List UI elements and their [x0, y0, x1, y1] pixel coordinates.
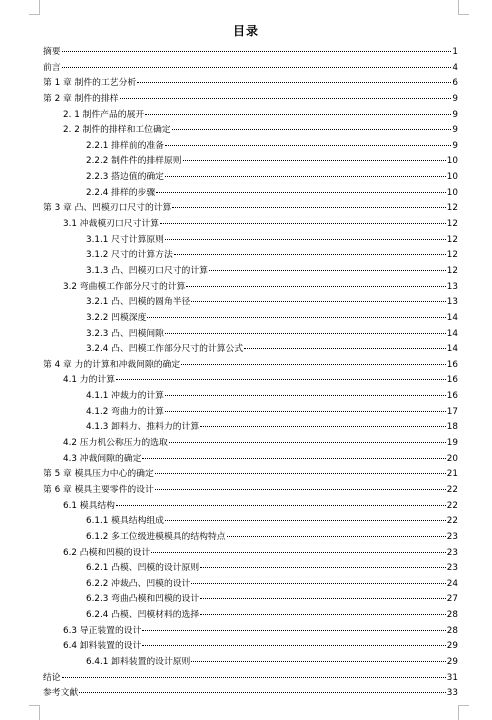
toc-entry-label: 2. 1 制件产品的展开	[63, 109, 145, 120]
toc-entry[interactable]	[43, 61, 458, 77]
toc-entry-label: 6.1.2 多工位级进模模具的结构特点	[86, 531, 226, 542]
toc-entry-page-number: 14	[446, 312, 458, 323]
toc-entry-label: 2.2.3 搭边值的确定	[86, 172, 164, 183]
toc-entry[interactable]	[43, 108, 458, 124]
toc-entry-label: 第 1 章 制件的工艺分析	[43, 78, 137, 89]
toc-entry-label: 2.2.1 排样前的准备	[86, 140, 164, 151]
toc-entry-page-number: 9	[452, 140, 458, 151]
toc-dot-leader	[165, 394, 446, 396]
toc-dot-leader	[174, 253, 446, 255]
toc-dot-leader	[191, 660, 445, 662]
toc-entry-label: 3.1.1 尺寸计算原则	[86, 234, 164, 245]
toc-dot-leader	[160, 222, 446, 224]
toc-dot-leader	[186, 285, 445, 287]
toc-dot-leader	[120, 97, 452, 99]
toc-entry[interactable]	[43, 45, 458, 61]
toc-entry-page-number: 14	[446, 344, 458, 355]
toc-entry-label: 4.1.2 弯曲力的计算	[86, 406, 164, 417]
toc-entry-label: 第 5 章 模具压力中心的确定	[43, 469, 154, 480]
toc-dot-leader	[142, 644, 445, 646]
toc-entry-label: 6.4 卸料装置的设计	[63, 641, 142, 652]
toc-entry[interactable]	[43, 311, 458, 327]
toc-entry-page-number: 22	[446, 500, 458, 511]
toc-entry-page-number: 33	[446, 688, 458, 699]
toc-entry-page-number: 9	[452, 109, 458, 120]
toc-entry-label: 摘要	[43, 47, 61, 57]
toc-entry-page-number: 31	[446, 672, 458, 683]
toc-entry-page-number: 21	[446, 469, 458, 480]
toc-entry[interactable]	[43, 389, 458, 405]
toc-entry-page-number: 9	[452, 93, 458, 104]
toc-entry-page-number: 13	[446, 297, 458, 308]
toc-entry-page-number: 14	[446, 328, 458, 339]
toc-entry[interactable]	[43, 530, 458, 546]
toc-entry-page-number: 12	[446, 203, 458, 214]
toc-dot-leader	[227, 535, 446, 537]
toc-entry[interactable]	[43, 358, 458, 374]
toc-entry-label: 3.2.3 凸、凹模间隙	[86, 328, 164, 339]
toc-entry-label: 3.2 弯曲模工作部分尺寸的计算	[63, 281, 186, 292]
toc-entry-label: 4.1.1 冲裁力的计算	[86, 391, 164, 402]
toc-entry-page-number: 27	[446, 594, 458, 605]
toc-entry-page-number: 17	[446, 406, 458, 417]
page-corner-mark-bottom-left	[29, 705, 40, 720]
toc-entry[interactable]	[43, 233, 458, 249]
toc-entry[interactable]	[43, 123, 458, 139]
toc-entry[interactable]	[43, 327, 458, 343]
toc-dot-leader	[142, 629, 445, 631]
toc-entry-page-number: 24	[446, 578, 458, 589]
toc-dot-leader	[172, 128, 452, 130]
toc-entry[interactable]	[43, 639, 458, 655]
toc-entry[interactable]	[43, 373, 458, 389]
toc-entry-page-number: 18	[446, 422, 458, 433]
toc-entry-page-number: 29	[446, 656, 458, 667]
toc-entry[interactable]	[43, 405, 458, 421]
toc-entry-page-number: 22	[446, 484, 458, 495]
toc-dot-leader	[145, 113, 451, 115]
toc-dot-leader	[165, 519, 446, 521]
toc-entry-page-number: 13	[446, 281, 458, 292]
toc-entry[interactable]	[43, 154, 458, 170]
toc-entry-page-number: 22	[446, 516, 458, 527]
toc-entry-label: 3.1.3 凸、凹模刃口尺寸的计算	[86, 265, 208, 276]
toc-entry-label: 3.2.1 凸、凹模的圆角半径	[86, 297, 191, 308]
toc-entry-label: 4.1.3 卸料力、推料力的计算	[86, 422, 200, 433]
toc-dot-leader	[191, 582, 445, 584]
toc-entry-page-number: 28	[446, 625, 458, 636]
toc-entry-label: 6.2.1 凸模、凹模的设计原则	[86, 563, 200, 574]
toc-entry-label: 第 4 章 力的计算和冲裁间隙的确定	[43, 359, 181, 370]
page-corner-mark-top-right	[458, 0, 469, 15]
toc-entry-page-number: 4	[452, 62, 458, 73]
toc-dot-leader	[200, 613, 446, 615]
toc-entry-label: 4.1 力的计算	[63, 375, 115, 386]
toc-entry-page-number: 16	[446, 359, 458, 370]
toc-entry-page-number: 10	[446, 172, 458, 183]
toc-entry-label: 4.2 压力机公称压力的选取	[63, 438, 168, 449]
toc-entry[interactable]	[43, 201, 458, 217]
toc-dot-leader	[209, 269, 446, 271]
toc-entry[interactable]	[43, 561, 458, 577]
toc-entry-page-number: 12	[446, 219, 458, 230]
toc-entry-label: 2.2.4 排样的步骤	[86, 187, 156, 198]
toc-entry-page-number: 1	[452, 47, 458, 57]
toc-dot-leader	[137, 81, 451, 83]
page-title: 目录	[232, 24, 259, 38]
toc-entry-page-number: 12	[446, 234, 458, 245]
page-corner-mark-top-left	[29, 0, 40, 15]
toc-dot-leader	[165, 238, 446, 240]
toc-entry[interactable]	[43, 592, 458, 608]
toc-entry-page-number: 23	[446, 547, 458, 558]
toc-entry-page-number: 12	[446, 265, 458, 276]
toc-dot-leader	[79, 691, 446, 693]
toc-entry-label: 6.1.1 模具结构组成	[86, 516, 164, 527]
toc-entry-label: 第 2 章 制件的排样	[43, 93, 119, 104]
toc-entry-page-number: 10	[446, 187, 458, 198]
page-corner-mark-bottom-right	[458, 705, 469, 720]
toc-dot-leader	[156, 191, 446, 193]
toc-entry[interactable]	[43, 280, 458, 296]
toc-entry[interactable]	[43, 624, 458, 640]
toc-entry-label: 2. 2 制件的排样和工位确定	[63, 125, 171, 136]
toc-entry-page-number: 19	[446, 438, 458, 449]
toc-dot-leader	[183, 159, 446, 161]
toc-entry-label: 结论	[43, 672, 61, 683]
toc-dot-leader	[244, 347, 446, 349]
toc-entry[interactable]	[43, 655, 458, 671]
toc-entry-label: 6.2.4 凸模、凹模材料的选择	[86, 610, 200, 621]
toc-dot-leader	[165, 410, 446, 412]
toc-dot-leader	[62, 676, 446, 678]
table-of-contents	[43, 45, 458, 702]
toc-entry-page-number: 10	[446, 156, 458, 167]
toc-entry[interactable]	[43, 499, 458, 515]
toc-entry[interactable]	[43, 420, 458, 436]
toc-entry[interactable]	[43, 248, 458, 264]
toc-dot-leader	[200, 597, 446, 599]
toc-dot-leader	[62, 50, 452, 52]
toc-entry[interactable]	[43, 467, 458, 483]
toc-dot-leader	[165, 144, 451, 146]
toc-entry[interactable]	[43, 217, 458, 233]
toc-entry-page-number: 16	[446, 391, 458, 402]
toc-dot-leader	[200, 425, 446, 427]
toc-entry[interactable]	[43, 452, 458, 468]
toc-entry[interactable]	[43, 186, 458, 202]
toc-entry-label: 6.2.2 冲裁凸、凹模的设计	[86, 578, 191, 589]
toc-dot-leader	[165, 332, 446, 334]
toc-entry-label: 3.2.2 凹模深度	[86, 312, 147, 323]
toc-dot-leader	[151, 551, 446, 553]
toc-dot-leader	[142, 457, 445, 459]
toc-entry-page-number: 9	[452, 125, 458, 136]
toc-entry-label: 前言	[43, 62, 61, 73]
toc-entry[interactable]	[43, 436, 458, 452]
toc-entry[interactable]	[43, 671, 458, 687]
toc-dot-leader	[116, 378, 446, 380]
toc-dot-leader	[169, 441, 446, 443]
toc-entry[interactable]	[43, 546, 458, 562]
toc-entry[interactable]	[43, 92, 458, 108]
toc-dot-leader	[172, 206, 445, 208]
toc-entry-label: 参考文献	[43, 688, 79, 699]
toc-dot-leader	[200, 566, 446, 568]
toc-entry-label: 第 6 章 模具主要零件的设计	[43, 484, 154, 495]
toc-entry[interactable]	[43, 608, 458, 624]
toc-entry-label: 3.1 冲裁模刃口尺寸计算	[63, 219, 159, 230]
toc-dot-leader	[116, 504, 446, 506]
toc-entry[interactable]	[43, 170, 458, 186]
toc-entry-label: 3.1.2 尺寸的计算方法	[86, 250, 173, 261]
toc-entry-label: 2.2.2 制件件的排样原则	[86, 156, 182, 167]
toc-dot-leader	[62, 66, 452, 68]
toc-entry-label: 4.3 冲裁间隙的确定	[63, 453, 142, 464]
toc-entry-page-number: 23	[446, 531, 458, 542]
toc-entry-label: 6.2.3 弯曲凸模和凹模的设计	[86, 594, 200, 605]
toc-entry-label: 6.4.1 卸料装置的设计原则	[86, 656, 191, 667]
toc-entry-page-number: 20	[446, 453, 458, 464]
toc-entry[interactable]	[43, 76, 458, 92]
toc-entry-label: 第 3 章 凸、凹模刃口尺寸的计算	[43, 203, 172, 214]
toc-dot-leader	[165, 175, 446, 177]
toc-entry[interactable]	[43, 577, 458, 593]
toc-entry-page-number: 23	[446, 563, 458, 574]
toc-entry-label: 6.1 模具结构	[63, 500, 115, 511]
toc-dot-leader	[147, 316, 445, 318]
toc-entry-label: 3.2.4 凸、凹模工作部分尺寸的计算公式	[86, 344, 244, 355]
toc-entry-page-number: 12	[446, 250, 458, 261]
toc-entry[interactable]	[43, 139, 458, 155]
toc-entry-page-number: 28	[446, 610, 458, 621]
toc-entry[interactable]	[43, 295, 458, 311]
toc-dot-leader	[155, 472, 446, 474]
toc-entry-label: 6.2 凸模和凹模的设计	[63, 547, 151, 558]
toc-dot-leader	[191, 300, 445, 302]
toc-entry[interactable]	[43, 342, 458, 358]
toc-entry-label: 6.3 导正装置的设计	[63, 625, 142, 636]
toc-entry[interactable]	[43, 514, 458, 530]
toc-entry[interactable]	[43, 264, 458, 280]
toc-entry-page-number: 29	[446, 641, 458, 652]
toc-dot-leader	[181, 363, 446, 365]
toc-entry[interactable]	[43, 686, 458, 702]
toc-entry[interactable]	[43, 483, 458, 499]
toc-dot-leader	[155, 488, 446, 490]
toc-entry-page-number: 16	[446, 375, 458, 386]
toc-entry-page-number: 6	[452, 78, 458, 89]
